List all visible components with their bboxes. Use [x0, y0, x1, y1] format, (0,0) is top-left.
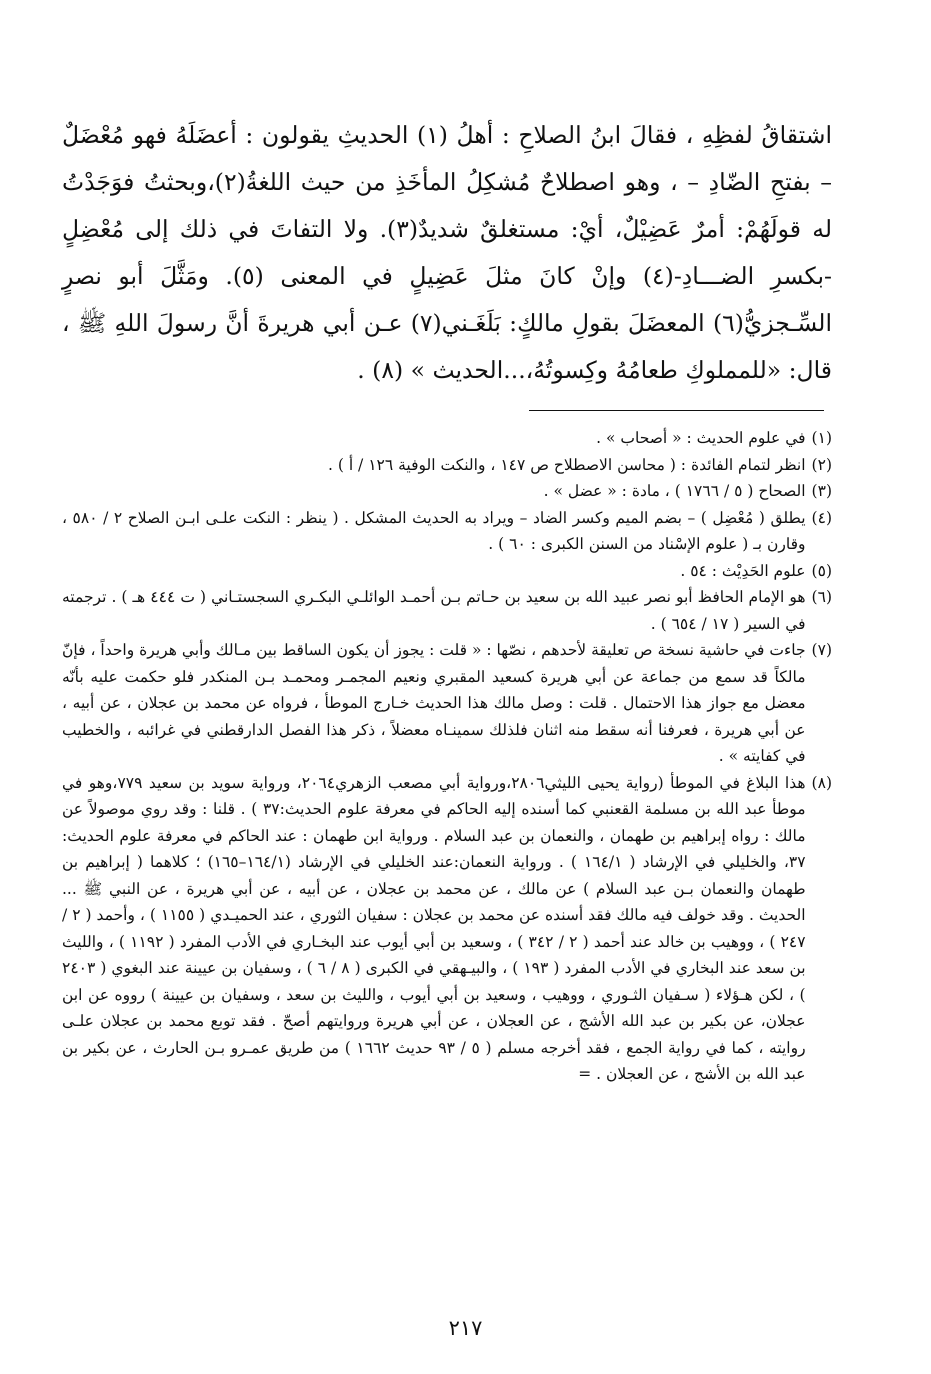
footnote-number: (٢) [811, 455, 832, 474]
page-body [62, 112, 832, 394]
footnote-4 [62, 505, 832, 558]
footnote-text: الصحاح ( ٥ / ١٧٦٦ ) ، مادة : « عضل » . [543, 482, 806, 500]
footnote-number: (٥) [811, 561, 832, 580]
footnote-3 [62, 478, 832, 505]
footnote-number: (٦) [811, 588, 832, 606]
footnote-8 [62, 770, 832, 1088]
footnote-number: (١) [811, 429, 832, 447]
footnote-1 [62, 425, 832, 452]
footnote-text: جاءت في حاشية نسخة ص تعليقة لأحدهم ، نصّها : « قلت : يجوز أن يكون الساقط بين مـالك وأبي هريرة واحداً ، فإنّ مالكاً قد سمع من جماعة عن أبي هريرة كسعيد المقبري ونعيم المجمـر ومحمـد بـن المنكدر فلو حكمت عليه بأنّه معضل مع جواز هذا الاحتمال . قلت : وصل مالك هذا الحديث خـارج الموطأ ، فرواه عن محمد بن عجلان ، عن أبيه ، عن أبي هريرة ، فعرفنا أنه سقط منه اثنان فلذلك سمينـاه معضلاً ، ذكر هذا الفصل الدارقطني في غرائبه ، والخطيب في كفايته » . [62, 641, 806, 765]
footnote-6 [62, 584, 832, 637]
footnote-text: هو الإمام الحافظ أبو نصر عبيد الله بن سعيد بن حـاتم بـن أحمـد الوائلـي البكـري السجستـاني ( ت ٤٤٤ هـ ) . ترجمته في السير ( ١٧ / ٦٥٤ ) . [62, 588, 806, 633]
page-number: ٢١٧ [448, 1316, 483, 1340]
footnote-separator [529, 410, 824, 411]
footnote-7 [62, 637, 832, 770]
footnote-text: هذا البلاغ في الموطأ (رواية يحيى الليثي٢٨٠٦،ورواية أبي مصعب الزهري٢٠٦٤، ورواية سويد بن سعيد ٧٧٩،وهو في موطأ عبد الله بن مسلمة القعنبي كما أسنده إليه الحاكم في معرفة علوم الحديث:٣٧ ) . قلنا : وقد روي موصولاً عن مالك : رواه إبراهيم بن طهمان ، والنعمان بن عبد السلام . ورواية ابن طهمان : عند الحاكم في معرفة علوم الحديث: ٣٧، والخليلي في الإرشاد ( ١٦٤/١ ) . ورواية النعمان:عند الخليلي في الإرشاد (١٦٤/١–١٦٥) ؛ كلاهما ( إبراهيم بن طهمان والنعمان بـن عبد السلام ) عن مالك ، عن محمد بن عجلان ، عن أبيه ، عن أبي هريرة ، عن النبي ﷺ ... الحديث . وقد خولف فيه مالك فقد أسنده عن محمد بن عجلان : سفيان الثوري ، عند الحميـدي ( ١١٥٥ ) ، وأحمد ( ٢ / ٢٤٧ ) ، ووهيب بن خالد عند أحمد ( ٢ / ٣٤٢ ) ، وسعيد بن أبي أيوب عند البخـاري في الأدب المفرد ( ١١٩٢ ) ، والليث بن سعد عند البخاري في الأدب المفرد ( ١٩٣ ) ، والبيـهقي في الكبرى ( ٨ / ٦ ) ، وسفيان بن عيينة عند البغوي ( ٢٤٠٣ ) ، لكن هـؤلاء ( سـفيان الثـوري ، ووهيب ، وسعيد بن أبي أيوب ، والليث بن سعد ، وسفيان بن عيينة ) رووه عن ابن عجلان، عن بكير بن عبد الله الأشج ، عن العجلان ، عن أبي هريرة وروايتهم أصحّ . فقد توبع محمد بن عجلان علـى روايته ، كما في رواية الجمع ، فقد أخرجه مسلم ( ٥ / ٩٣ حديث ١٦٦٢ ) من طريق عمـرو بـن الحارث ، عن بكير بن عبد الله بن الأشج ، عن العجلان . = [62, 773, 806, 1083]
footnote-5 [62, 558, 832, 585]
footnote-number: (٣) [811, 482, 832, 500]
footnote-number: (٨) [811, 773, 832, 792]
footnote-text: في علوم الحديث : « أصحاب » . [596, 429, 806, 447]
footnotes-section [62, 425, 832, 1088]
footnote-number: (٧) [811, 641, 832, 659]
footnote-text: يطلق ( مُعْضِل ) – بضم الميم وكسر الضاد – ويراد به الحديث المشكل . ( ينظر : النكت علـى ابـن الصلاح ٢ / ٥٨٠ ، وقارن بـ ( علوم الإسْناد من السنن الكبرى : ٦٠ ) . [62, 508, 806, 553]
main-text-block [62, 112, 832, 394]
footnote-2 [62, 452, 832, 479]
footnote-text: علوم الحَدِيْث : ٥٤ . [680, 561, 806, 580]
footnote-number: (٤) [811, 508, 832, 527]
body-paragraph: اشتقاقُ لفظِهِ ، فقالَ ابنُ الصلاحِ : أهلُ (١) الحديثِ يقولون : أعضَلَهُ فهو مُعْضَلٌ – بفتحِ الضّادِ – ، وهو اصطلاحٌ مُشكِلُ المأخَذِ من حيث اللغةُ(٢)،وبحثتُ فوَجَدْتُ له قولَهُمْ: أمرٌ عَضِيْلٌ، أيْ: مستغلقٌ شديدٌ(٣). ولا التفاتَ في ذلك إلى مُعْضِلٍ -بكسرِ الضـــادِ-(٤) وإنْ كانَ مثلَ عَضِيلٍ في المعنى (٥). ومَثَّلَ أبو نصرٍ السِّـجزيُّ(٦) المعضَلَ بقولِ مالكٍ: بَلَغَـني(٧) عـن أبي هريرةَ أنَّ رسولَ اللهِ ﷺ ، قال: «للمملوكِ طعامُهُ وكِسوتُهُ،...الحديث » (٨) . [62, 121, 833, 384]
footnote-text: انظر لتمام الفائدة : ( محاسن الاصطلاح ص ١٤٧ ، والنكت الوفية ١٢٦ / أ ) . [327, 455, 806, 474]
